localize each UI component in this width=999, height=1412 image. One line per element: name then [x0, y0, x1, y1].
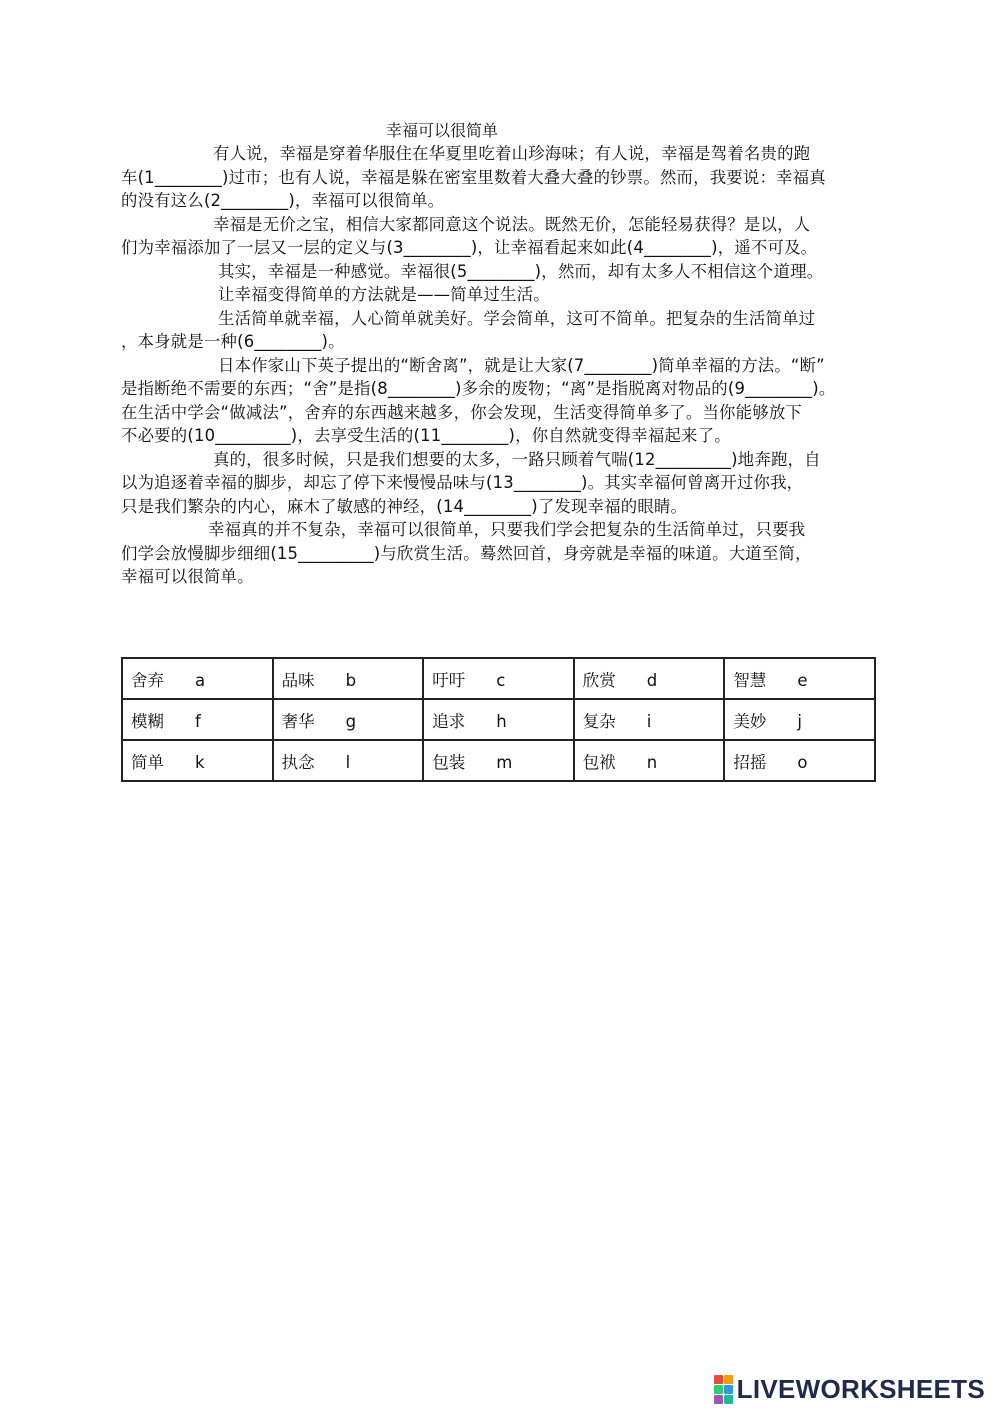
- option-letter: l: [345, 752, 351, 772]
- passage-line: 生活简单就幸福，人心简单就美好。学会简单，这可不简单。把复杂的生活简单过: [218, 308, 816, 328]
- passage-line: 们为幸福添加了一层又一层的定义与(3________)，让幸福看起来如此(4________)，遥不可及。: [121, 238, 818, 257]
- word-bank-cell: [724, 699, 875, 740]
- word-bank-cell: [574, 699, 725, 740]
- word-option: 包装: [432, 752, 466, 772]
- passage-line: 幸福可以很简单。: [121, 567, 254, 586]
- logo-block: [724, 1395, 733, 1404]
- liveworksheets-logo-icon: [714, 1375, 733, 1404]
- passage-line: 不必要的(10_________)，去享受生活的(11________)，你自然就变得幸福起来了。: [121, 426, 731, 445]
- word-option: 欣赏: [582, 670, 616, 690]
- word-bank-table: [121, 657, 876, 782]
- passage-line: 日本作家山下英子提出的“断舍离”，就是让大家(7________)简单幸福的方法。“断”: [218, 355, 825, 375]
- word-option: 模糊: [131, 711, 164, 731]
- word-bank-cell: [273, 658, 424, 699]
- word-option: 复杂: [582, 711, 616, 731]
- word-option: 包袱: [582, 752, 616, 772]
- passage-line: 的没有这么(2________)，幸福可以很简单。: [121, 191, 445, 210]
- option-letter: i: [646, 711, 652, 731]
- word-option: 招摇: [733, 752, 767, 772]
- logo-block: [714, 1385, 723, 1394]
- word-bank-cell: [423, 740, 574, 781]
- passage-line: 在生活中学会“做减法”，舍弃的东西越来越多，你会发现，生活变得简单多了。当你能够放下: [121, 402, 803, 422]
- word-option: 简单: [131, 752, 164, 772]
- passage-line: 以为追逐着幸福的脚步，却忘了停下来慢慢品味与(13________)。其实幸福何曾离开过你我，: [121, 473, 804, 492]
- passage-line: 只是我们繁杂的内心，麻木了敏感的神经，(14________)了发现幸福的眼睛。: [121, 496, 688, 516]
- logo-block: [724, 1375, 733, 1384]
- word-option: 品味: [281, 670, 315, 690]
- option-letter: k: [195, 752, 205, 772]
- passage-line: 幸福是无价之宝，相信大家都同意这个说法。既然无价，怎能轻易获得？是以，人: [213, 214, 811, 234]
- option-letter: o: [797, 752, 808, 772]
- word-bank-cell: [574, 658, 725, 699]
- word-bank-cell: [724, 658, 875, 699]
- word-bank-cell: [273, 740, 424, 781]
- option-letter: h: [496, 711, 507, 731]
- word-option: 美妙: [733, 711, 767, 731]
- word-option: 执念: [281, 752, 315, 772]
- option-letter: e: [797, 670, 808, 690]
- word-bank-cell: [122, 699, 273, 740]
- word-bank-cell: [423, 699, 574, 740]
- passage-line: 们学会放慢脚步细细(15_________)与欣赏生活。蓦然回首，身旁就是幸福的味道。大道至简，: [121, 543, 812, 563]
- worksheet-title: 幸福可以很简单: [385, 121, 498, 140]
- word-option: 追求: [432, 711, 466, 731]
- word-bank-cell: [122, 658, 273, 699]
- watermark-text: LIVEWORKSHEETS: [736, 1374, 985, 1404]
- option-letter: n: [646, 752, 658, 772]
- word-option: 吁吁: [432, 670, 466, 690]
- option-letter: j: [797, 711, 802, 731]
- word-bank-cell: [273, 699, 424, 740]
- word-bank-cell: [122, 740, 273, 781]
- passage-line: 有人说，幸福是穿着华服住在华夏里吃着山珍海味；有人说，幸福是驾着名贵的跑: [213, 144, 811, 163]
- option-letter: m: [496, 752, 513, 772]
- option-letter: g: [345, 711, 357, 731]
- passage-body: [121, 142, 873, 589]
- word-bank-row: [122, 658, 875, 699]
- passage-line: 让幸福变得简单的方法就是——简单过生活。: [218, 285, 550, 304]
- passage-line: 其实，幸福是一种感觉。幸福很(5________)，然而，却有太多人不相信这个道理。: [218, 261, 824, 281]
- passage-line: 是指断绝不需要的东西；“舍”是指(8________)多余的废物；“离”是指脱离对物品的(9________)。: [121, 379, 836, 398]
- word-bank-cell: [574, 740, 725, 781]
- option-letter: c: [496, 670, 506, 690]
- option-letter: f: [195, 711, 201, 731]
- word-bank-cell: [423, 658, 574, 699]
- passage-line: 幸福真的并不复杂，幸福可以很简单，只要我们学会把复杂的生活简单过，只要我: [208, 520, 806, 539]
- word-option: 奢华: [281, 711, 315, 731]
- word-bank-row: [122, 740, 875, 781]
- option-letter: a: [195, 670, 206, 690]
- passage-line: 真的，很多时候，只是我们想要的太多，一路只顾着气喘(12_________)地奔跑，自: [213, 449, 821, 469]
- passage-line: ，本身就是一种(6________)。: [121, 332, 345, 351]
- word-option: 智慧: [733, 670, 767, 690]
- word-bank-row: [122, 699, 875, 740]
- logo-block: [724, 1385, 733, 1394]
- passage-line: 车(1________)过市；也有人说，幸福是躲在密室里数着大叠大叠的钞票。然而，我要说：幸福真: [121, 167, 826, 187]
- logo-block: [714, 1395, 723, 1404]
- liveworksheets-watermark[interactable]: [714, 1374, 985, 1405]
- option-letter: d: [646, 670, 658, 690]
- logo-block: [714, 1375, 723, 1384]
- word-bank-cell: [724, 740, 875, 781]
- word-option: 舍弃: [131, 670, 164, 690]
- option-letter: b: [345, 670, 357, 690]
